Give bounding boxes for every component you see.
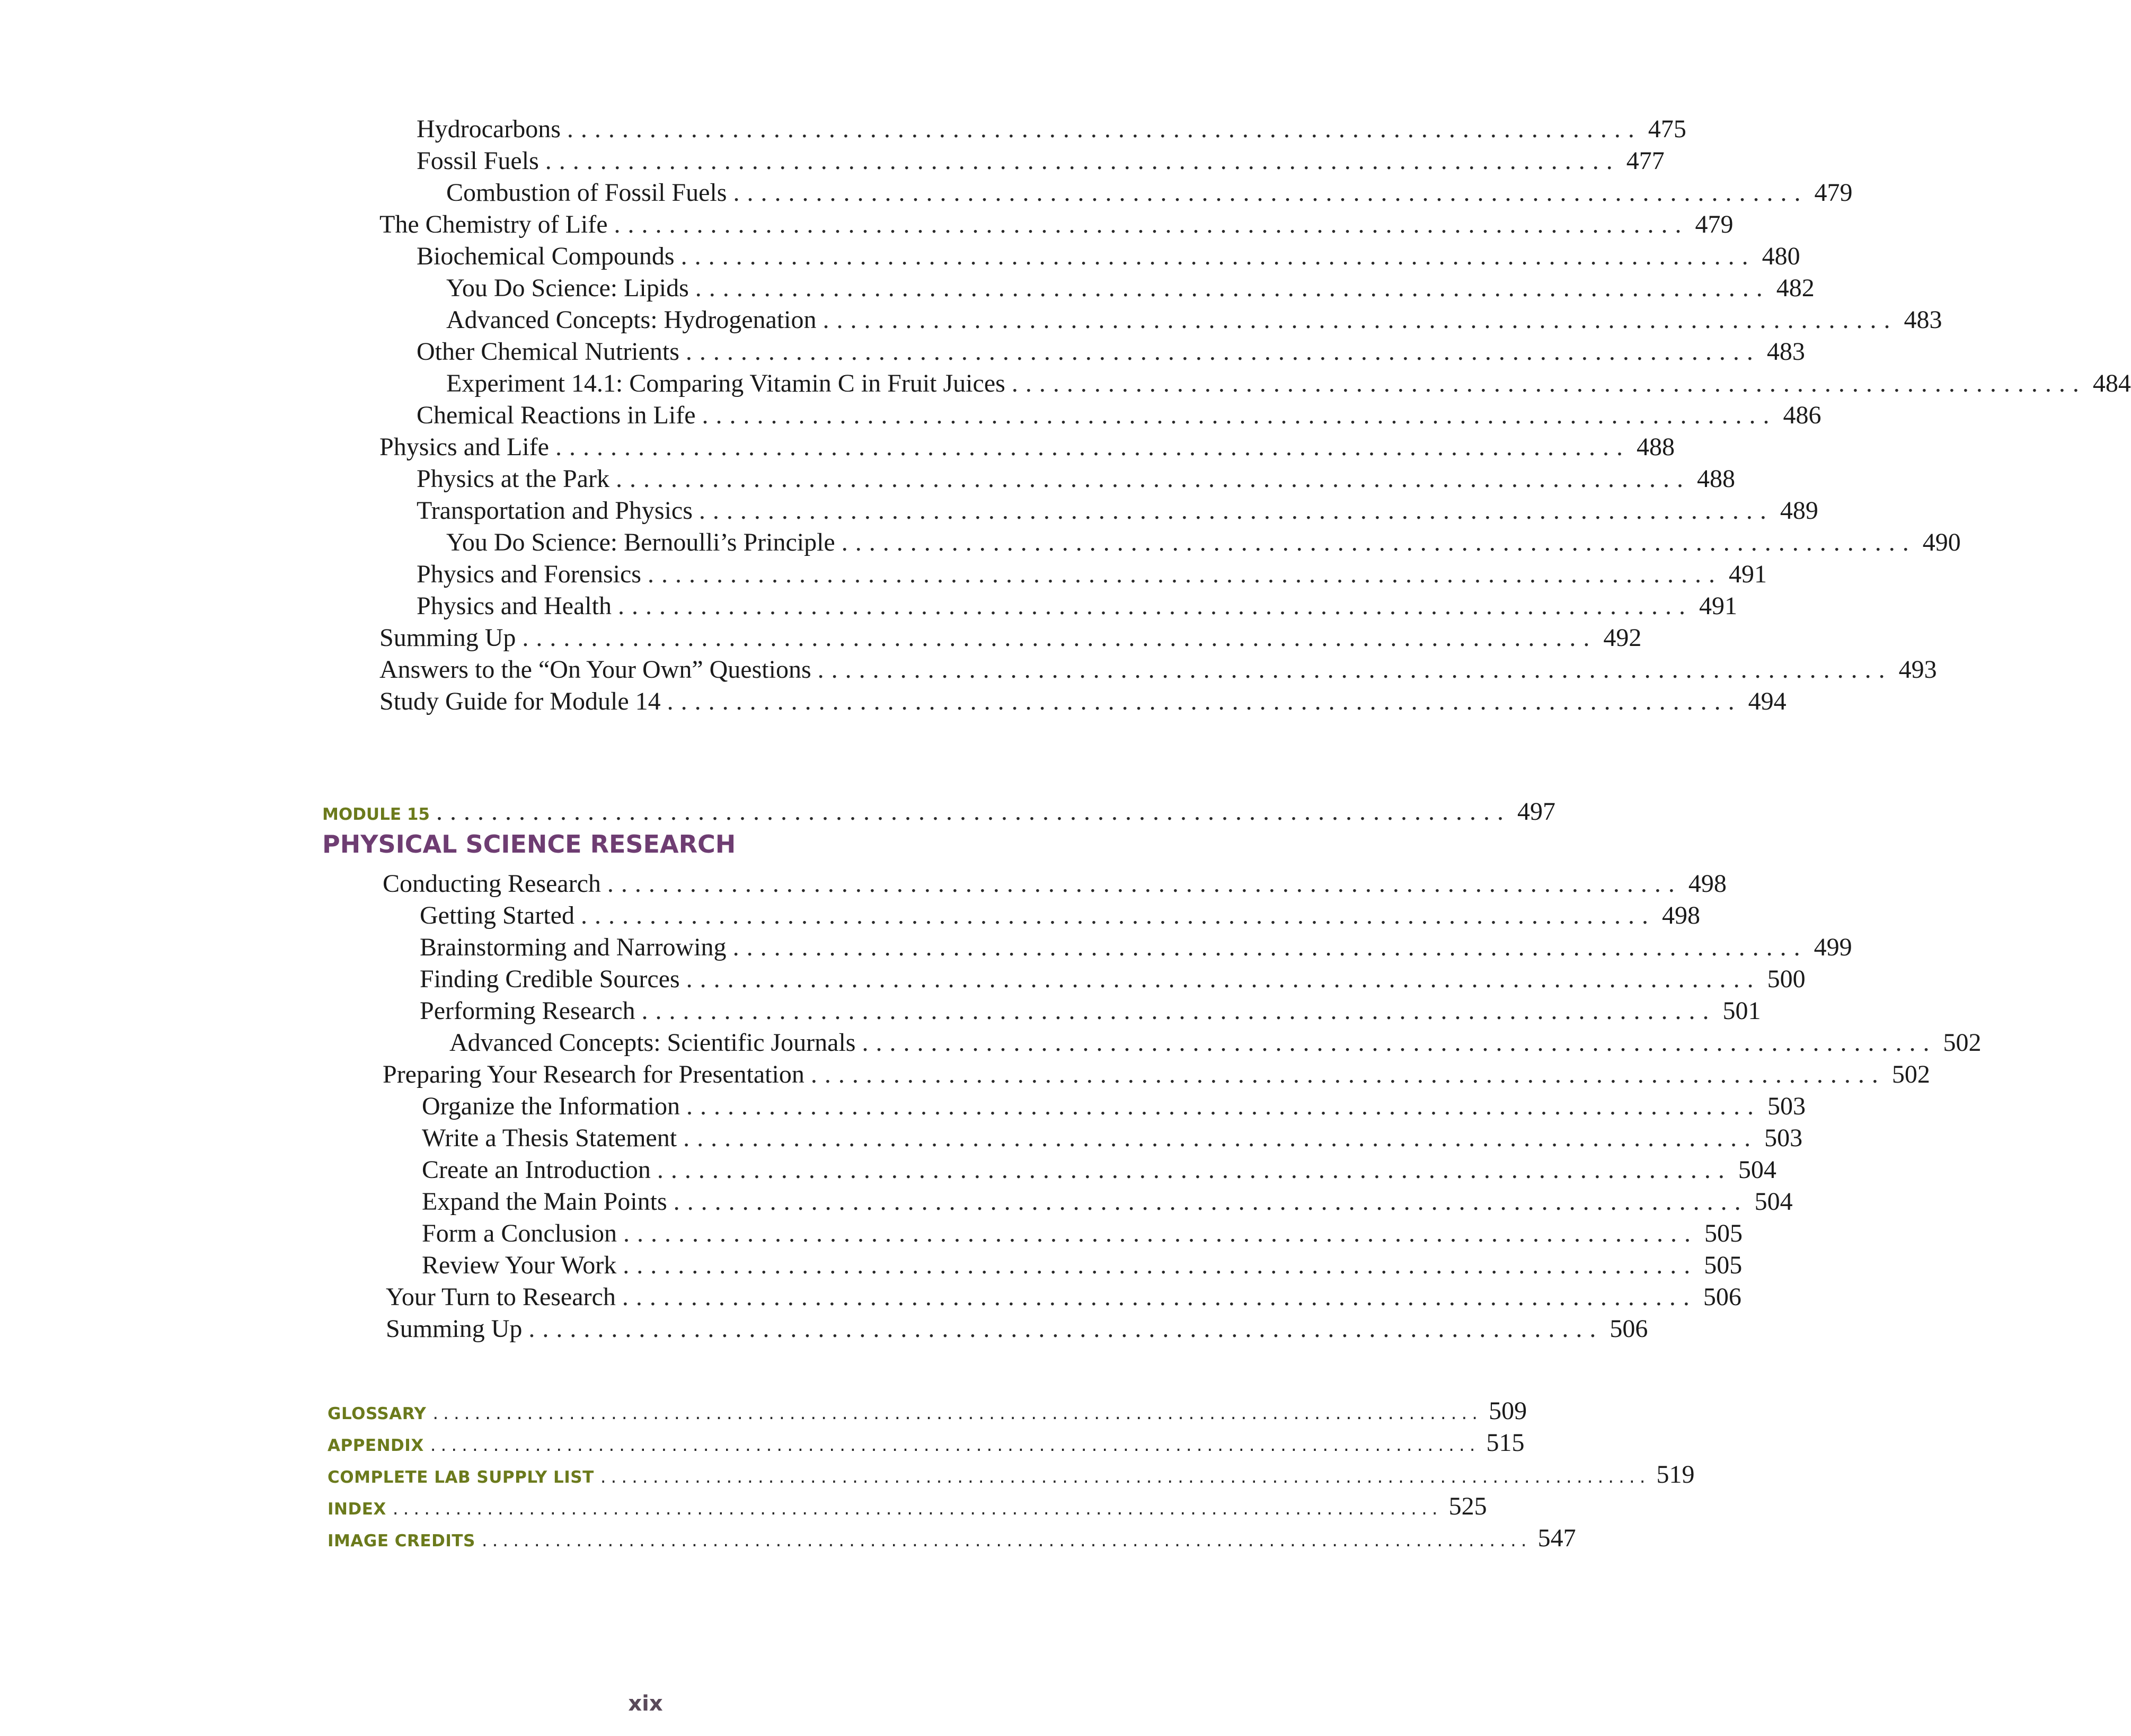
dot-leader: .............................................................................. [686,1092,1761,1120]
toc-entry-label: Summing Up [386,1315,523,1343]
toc-entry-label: Organize the Information [422,1092,680,1120]
toc-entry-label: Performing Research [420,997,635,1025]
toc-entry-page: 483 [1904,306,1942,334]
dot-leader: .............................................................................. [555,433,1630,461]
toc-entry[interactable] [417,242,1800,273]
toc-entry-page: 483 [1766,338,1805,366]
toc-entry-page: 506 [1610,1315,1648,1343]
toc-entry[interactable] [422,1219,1743,1251]
toc-entry-page: 499 [1814,933,1852,961]
toc-entry-page: 486 [1783,401,1821,429]
module-15-heading[interactable] [322,797,1555,829]
dot-leader: .............................................................................. [657,1156,1732,1184]
toc-entry-page: 504 [1738,1156,1776,1184]
toc-entry-label: Review Your Work [422,1251,617,1279]
dot-leader: .............................................................................. [698,497,1774,525]
toc-entry-page: 477 [1626,147,1665,175]
toc-entry[interactable] [449,1028,1982,1060]
dot-leader: .............................................................................. [623,1251,1698,1279]
toc-entry-page: 490 [1922,528,1961,556]
dot-leader: .............................................................................. [810,1060,1886,1088]
toc-entry-label: Write a Thesis Statement [422,1124,677,1152]
toc-entry[interactable] [422,1155,1776,1187]
toc-entry-label: Hydrocarbons [417,115,561,143]
toc-entry-page: 509 [1489,1397,1527,1425]
toc-entry-label: Summing Up [379,624,516,652]
toc-entry-label: Experiment 14.1: Comparing Vitamin C in Fruit Juices [446,369,1005,397]
toc-entry[interactable] [420,901,1700,933]
toc-entry[interactable] [422,1123,1803,1155]
dot-leader: .............................................................................. [695,274,1770,302]
toc-entry[interactable] [379,655,1937,687]
toc-entry-label: Create an Introduction [422,1156,651,1184]
toc-entry-page: 484 [2092,369,2131,397]
toc-entry[interactable] [383,1060,1930,1092]
toc-entry[interactable] [386,1282,1741,1314]
toc-entry-page: 519 [1656,1460,1695,1489]
dot-leader: .............................................................................. [841,528,1916,556]
toc-entry-page: 503 [1767,1092,1806,1120]
toc-entry-label: APPENDIX [328,1436,424,1455]
toc-entry-label: Expand the Main Points [422,1188,667,1216]
toc-entry-label: Finding Credible Sources [420,965,680,993]
dot-leader: .............................................................................. [614,210,1689,238]
toc-entry-label: GLOSSARY [328,1404,427,1423]
dot-leader: .............................................................................. [823,306,1898,334]
toc-entry-page: 501 [1722,997,1761,1025]
toc-entry-label: COMPLETE LAB SUPPLY LIST [328,1468,594,1487]
toc-entry-page: 488 [1696,465,1735,493]
toc-entry-label: The Chemistry of Life [379,210,608,238]
toc-entry-label: Conducting Research [383,870,601,898]
toc-entry[interactable] [417,464,1735,496]
dot-leader: .............................................................................. [686,965,1761,993]
toc-entry-page: 498 [1661,901,1700,929]
toc-entry-label: Advanced Concepts: Scientific Journals [449,1029,856,1057]
toc-entry[interactable] [446,178,1853,210]
toc-entry-page: 491 [1699,592,1737,620]
toc-entry-page: 479 [1695,210,1734,238]
toc-entry[interactable] [422,1092,1806,1123]
dot-leader: .............................................................................. [567,115,1642,143]
dot-leader: .................................................................................................... [430,1434,1480,1456]
dot-leader: .............................................................................. [528,1315,1604,1343]
toc-entry[interactable] [417,591,1737,623]
toc-entry-label: Getting Started [420,901,574,929]
dot-leader: .............................................................................. [667,687,1742,715]
toc-entry-page: 491 [1728,560,1767,588]
toc-entry-page: 492 [1603,624,1642,652]
dot-leader: .............................................................................. [617,592,1693,620]
toc-entry[interactable] [417,401,1821,432]
module-label: MODULE 15 [322,805,430,824]
toc-entry[interactable] [379,432,1675,464]
toc-entry-label: Other Chemical Nutrients [417,338,679,366]
toc-entry[interactable] [379,210,1734,242]
toc-entry-label: Physics and Forensics [417,560,641,588]
toc-entry[interactable] [417,337,1805,369]
toc-entry-page: 494 [1748,687,1787,715]
toc-entry[interactable] [417,146,1665,178]
module-page: 497 [1517,798,1555,826]
toc-entry[interactable] [422,1187,1793,1219]
toc-entry[interactable] [383,869,1727,901]
dot-leader: .............................................................................. [680,242,1756,270]
dot-leader: .............................................................................. [702,401,1777,429]
dot-leader: .............................................................................. [733,179,1808,207]
toc-entry[interactable] [379,687,1787,719]
toc-entry-page: 502 [1891,1060,1930,1088]
toc-entry-page: 488 [1636,433,1675,461]
dot-leader: .............................................................................. [622,1283,1697,1311]
toc-entry-page: 498 [1688,870,1727,898]
toc-entry-page: 493 [1898,656,1937,684]
toc-entry-page: 482 [1776,274,1815,302]
dot-leader: .............................................................................. [1011,369,2086,397]
dot-leader: .................................................................................................... [481,1530,1532,1551]
dot-leader: .............................................................................. [683,1124,1758,1152]
toc-entry[interactable] [417,114,1686,146]
toc-entry-label: Chemical Reactions in Life [417,401,696,429]
dot-leader: .............................................................................. [732,933,1808,961]
toc-entry-page: 547 [1537,1524,1576,1552]
toc-entry-label: Biochemical Compounds [417,242,675,270]
toc-entry[interactable] [379,623,1642,655]
toc-entry-label: You Do Science: Bernoulli’s Principle [446,528,835,556]
dot-leader: .............................................................................. [436,798,1511,826]
dot-leader: .............................................................................. [673,1188,1748,1216]
toc-entry-label: Physics and Life [379,433,549,461]
dot-leader: .................................................................................................... [392,1498,1443,1519]
toc-entry[interactable] [446,528,1961,560]
toc-entry[interactable] [420,996,1761,1028]
dot-leader: .............................................................................. [615,465,1691,493]
toc-entry[interactable] [446,273,1815,305]
module-title: PHYSICAL SCIENCE RESEARCH [322,830,736,858]
toc-entry[interactable] [420,933,1852,964]
toc-entry-page: 504 [1754,1188,1793,1216]
toc-entry[interactable] [446,369,2131,401]
dot-leader: .............................................................................. [545,147,1620,175]
toc-entry[interactable] [328,1396,1527,1428]
toc-entry-label: You Do Science: Lipids [446,274,689,302]
toc-entry-label: Physics and Health [417,592,612,620]
toc-entry-label: Your Turn to Research [386,1283,616,1311]
toc-entry-page: 503 [1764,1124,1803,1152]
page-number: xix [628,1691,663,1716]
toc-entry-page: 480 [1762,242,1800,270]
toc-entry-label: Preparing Your Research for Presentation [383,1060,804,1088]
toc-entry-page: 500 [1767,965,1806,993]
dot-leader: .............................................................................. [522,624,1597,652]
dot-leader: .............................................................................. [607,870,1682,898]
toc-entry-label: Combustion of Fossil Fuels [446,179,727,207]
dot-leader: .............................................................................. [817,656,1893,684]
toc-entry-page: 502 [1943,1029,1982,1057]
toc-entry[interactable] [446,305,1942,337]
toc-entry-label: Study Guide for Module 14 [379,687,661,715]
toc-entry-label: Advanced Concepts: Hydrogenation [446,306,817,334]
toc-entry-label: INDEX [328,1500,386,1519]
dot-leader: .................................................................................................... [600,1466,1650,1487]
toc-entry-label: Transportation and Physics [417,497,693,525]
toc-entry-page: 515 [1486,1429,1525,1457]
toc-entry-page: 505 [1704,1219,1743,1247]
dot-leader: .............................................................................. [647,560,1722,588]
toc-entry-label: Brainstorming and Narrowing [420,933,727,961]
toc-entry[interactable] [328,1460,1695,1492]
toc-entry[interactable] [328,1492,1487,1524]
toc-entry-page: 506 [1703,1283,1741,1311]
toc-entry-page: 479 [1814,179,1853,207]
toc-entry-label: IMAGE CREDITS [328,1531,475,1551]
dot-leader: .............................................................................. [862,1029,1937,1057]
toc-entry-label: Answers to the “On Your Own” Questions [379,656,811,684]
toc-entry-label: Form a Conclusion [422,1219,617,1247]
toc-entry[interactable] [417,496,1818,528]
dot-leader: .............................................................................. [623,1219,1698,1247]
toc-entry[interactable] [420,964,1806,996]
toc-entry-page: 505 [1704,1251,1743,1279]
dot-leader: .................................................................................................... [432,1403,1483,1424]
toc-entry[interactable] [328,1524,1576,1555]
dot-leader: .............................................................................. [685,338,1761,366]
toc-entry[interactable] [422,1251,1743,1282]
toc-entry-page: 489 [1780,497,1818,525]
dot-leader: .............................................................................. [641,997,1717,1025]
toc-entry-label: Fossil Fuels [417,147,539,175]
toc-entry-page: 525 [1448,1492,1487,1520]
toc-entry[interactable] [386,1314,1648,1346]
toc-entry-page: 475 [1648,115,1686,143]
toc-entry[interactable] [417,560,1767,591]
toc-entry-label: Physics at the Park [417,465,609,493]
toc-entry[interactable] [328,1428,1525,1460]
dot-leader: .............................................................................. [580,901,1656,929]
